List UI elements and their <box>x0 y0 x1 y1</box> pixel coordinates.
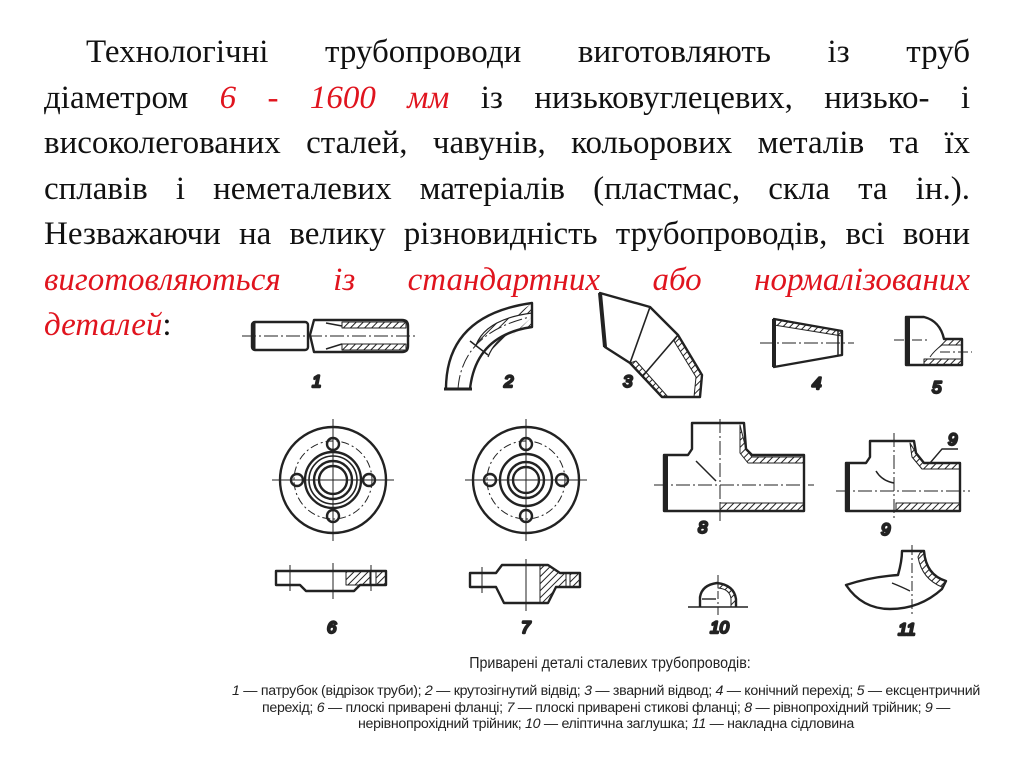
eccentric-reducer-drawing <box>894 317 972 365</box>
label-6: 6 <box>327 618 337 637</box>
elliptical-cap-drawing <box>688 575 748 615</box>
legend-item-10: 10 — еліптична заглушка; <box>525 716 689 732</box>
label-1: 1 <box>312 372 322 391</box>
label-2: 2 <box>504 372 514 391</box>
legend-item-5: 5 — ексцентричний перехід; <box>261 683 980 716</box>
legend-item-2: 2 — крутозігнутий відвід; <box>424 683 581 699</box>
welded-bend-drawing <box>600 293 702 397</box>
legend-item-4: 4 — конічний перехід; <box>715 683 853 699</box>
elbow-drawing <box>444 303 532 389</box>
label-11: 11 <box>898 620 916 639</box>
legend-item-1: 1 — патрубок (відрізок труби); <box>232 683 422 699</box>
paragraph-line-3: високолегованих сталей, чавунів, кольорових металів та їх <box>44 125 970 161</box>
flat-flange-section-drawing <box>276 563 386 599</box>
legend-item-11: 11 — накладна сідловина <box>691 716 854 732</box>
concentric-reducer-drawing <box>760 319 854 367</box>
legend-item-6: 6 — плоскі приварені фланці; <box>316 699 503 716</box>
label-3: 3 <box>623 372 633 391</box>
legend-item-8: 8 — рівнопрохідний трійник; <box>744 699 922 716</box>
label-5: 5 <box>932 378 942 397</box>
label-8: 8 <box>698 518 708 537</box>
weld-neck-flange-section-drawing <box>470 559 580 611</box>
flat-flange-plan-drawing <box>272 419 394 541</box>
figure-caption-legend <box>226 683 986 733</box>
saddle-drawing <box>846 545 946 615</box>
legend-item-7: 7 — плоскі приварені стикові фланці; <box>506 699 741 716</box>
paragraph-line-6-highlight: виготовляються із стандартних або нормалізованих <box>44 261 970 298</box>
paragraph-line-7: деталей: <box>44 307 172 343</box>
legend-item-3: 3 — зварний відвод; <box>584 683 712 699</box>
diameter-range: 6 - 1600 мм <box>219 79 450 116</box>
weld-neck-flange-plan-drawing <box>465 419 587 541</box>
pipe-parts-figure <box>230 285 990 650</box>
pipe-nipple-drawing <box>242 320 418 352</box>
label-10: 10 <box>710 618 729 637</box>
paragraph-line-2: діаметром 6 - 1600 мм із низьковуглецевих, низько- і <box>44 79 971 116</box>
details-highlight: деталей <box>44 307 163 343</box>
label-7: 7 <box>521 618 531 637</box>
paragraph-line-4: сплавів і неметалевих матеріалів (пластмас, скла та ін.). <box>44 170 970 207</box>
equal-tee-drawing <box>654 419 814 521</box>
figure-caption-title: Приварені деталі сталевих трубопроводів: <box>469 655 751 672</box>
paragraph-line-1: Технологічні трубопроводи виготовляють із труб <box>86 34 970 70</box>
callout-9: 9 <box>948 430 958 449</box>
legend-item-9: 9 — нерівнопрохідний трійник; <box>358 699 951 732</box>
label-4: 4 <box>812 374 822 393</box>
paragraph-line-5: Незважаючи на велику різновидність трубопроводів, всі вони <box>44 216 970 252</box>
label-9: 9 <box>881 520 891 539</box>
